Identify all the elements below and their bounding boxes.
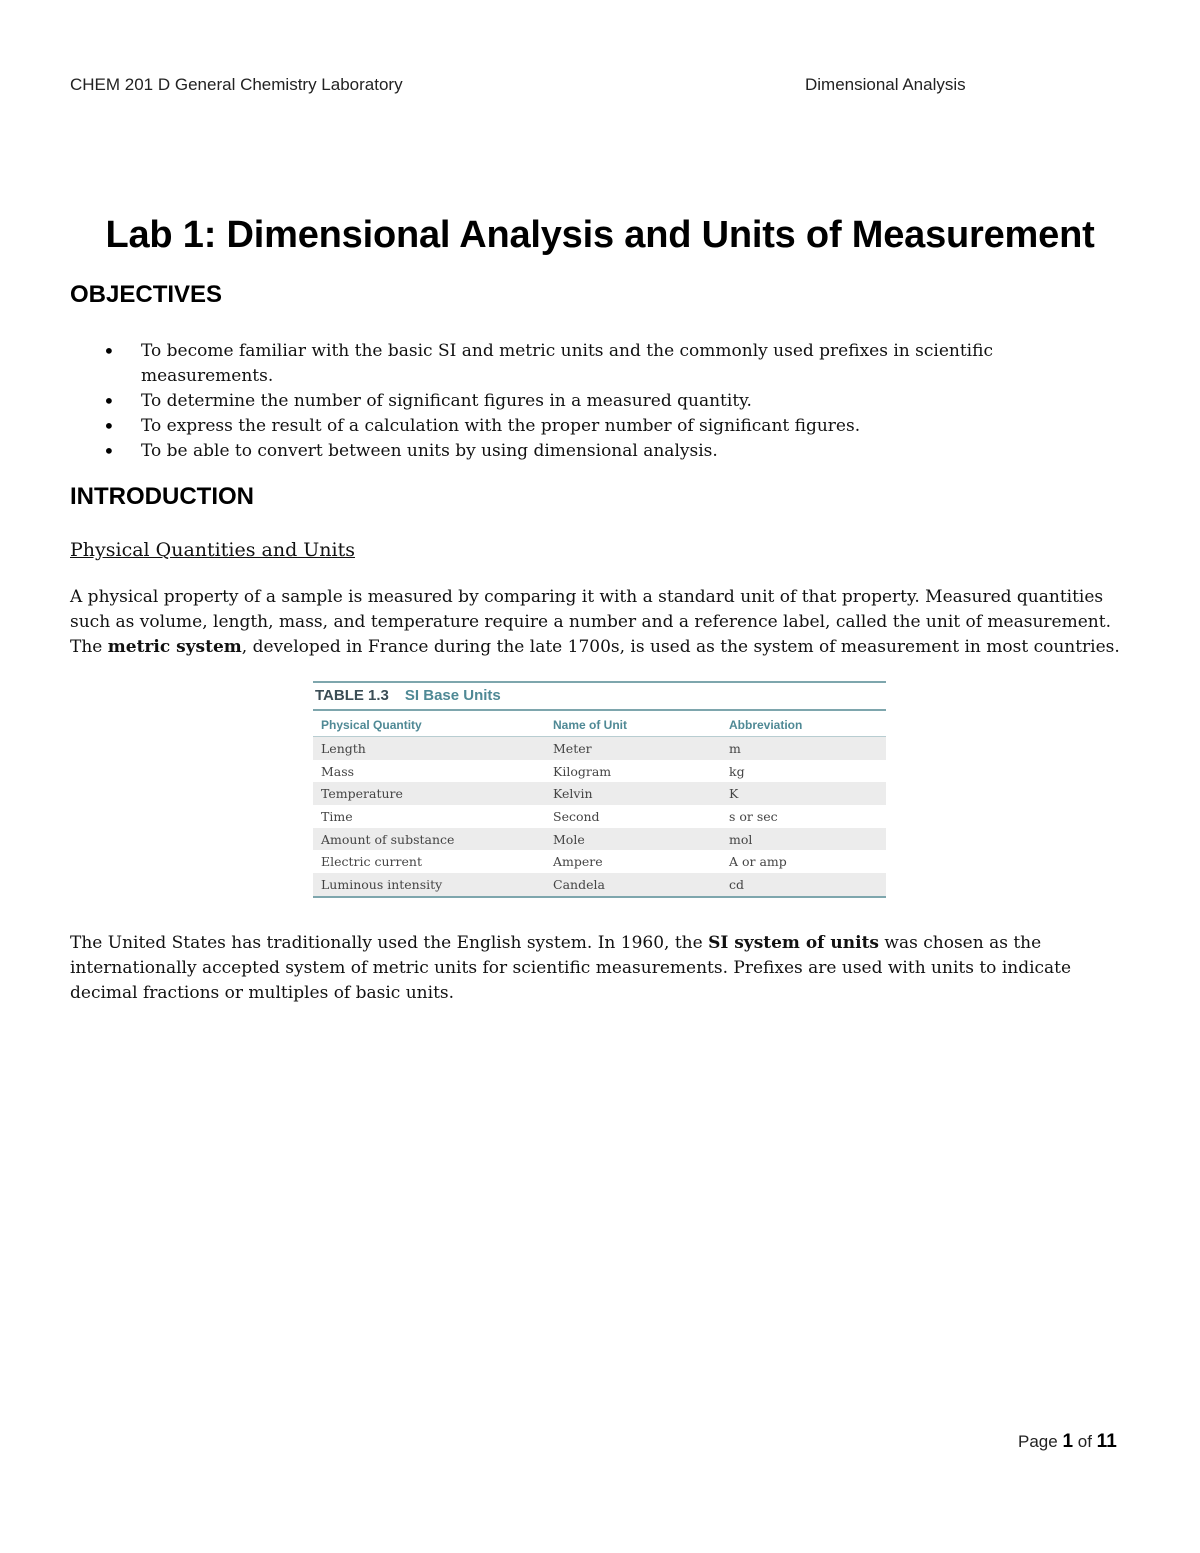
table-row — [313, 737, 886, 760]
objective-item: • To express the result of a calculation with the proper number of significant figures. — [70, 414, 1030, 439]
table-row — [313, 760, 886, 783]
bold-term-metric-system: metric system — [107, 637, 242, 657]
document-title: Lab 1: Dimensional Analysis and Units of Measurement — [105, 214, 1095, 256]
bold-term-si-system: SI system of units — [708, 933, 880, 953]
table-caption — [313, 683, 886, 709]
table-caption-rule — [313, 709, 886, 711]
table-cell: cd — [721, 873, 886, 896]
table-cell: Kilogram — [553, 763, 612, 779]
column-header: Name of Unit — [545, 714, 721, 737]
table-row — [313, 873, 886, 896]
table-cell: Electric current — [321, 854, 422, 870]
running-header-course: CHEM 201 D General Chemistry Laboratory — [70, 75, 403, 94]
table-cell: Length — [313, 737, 545, 760]
table-cell: K — [721, 782, 886, 805]
table-cell: kg — [729, 763, 745, 779]
table-cell: A or amp — [729, 854, 787, 870]
table-row — [313, 782, 886, 805]
table-cell: Meter — [545, 737, 721, 760]
introduction-heading: INTRODUCTION — [70, 483, 254, 510]
objective-item: • To become familiar with the basic SI and metric units and the commonly used prefixes in scientific measurements. — [70, 339, 1030, 389]
para-text: was chosen as the internationally accepted system of metric units for scientific measurements. Prefixes are used with units to indicate decimal fractions or multiples of basic units. — [70, 933, 1072, 1003]
table-cell: Time — [321, 808, 353, 824]
table-row — [313, 850, 886, 873]
table-header-row — [313, 714, 886, 737]
table-cell: m — [721, 737, 886, 760]
table-cell: Candela — [545, 873, 721, 896]
objective-item: • To determine the number of significant figures in a measured quantity. — [70, 389, 1030, 414]
page-number-footer — [1018, 1431, 1117, 1453]
table-cell: mol — [721, 828, 886, 851]
table-row — [313, 828, 886, 851]
table-cell: Luminous intensity — [313, 873, 545, 896]
table-cell: Ampere — [553, 854, 603, 870]
table-cell: Mass — [321, 763, 355, 779]
objectives-heading: OBJECTIVES — [70, 281, 223, 308]
table-cell: Temperature — [313, 782, 545, 805]
page-current: 1 — [1062, 1431, 1074, 1452]
running-header-topic: Dimensional Analysis — [805, 75, 966, 94]
of-label: of — [1077, 1432, 1092, 1451]
table-cell: Second — [553, 808, 600, 824]
table-cell: Mole — [545, 828, 721, 851]
column-header: Abbreviation — [721, 714, 886, 737]
si-base-units-table — [313, 714, 886, 896]
objectives-list — [70, 339, 1030, 464]
page-total: 11 — [1096, 1431, 1117, 1452]
para-text: The United States has traditionally used the English system. In 1960, the — [70, 933, 709, 953]
page-label: Page — [1018, 1432, 1058, 1451]
table-cell: Amount of substance — [313, 828, 545, 851]
objective-item: • To be able to convert between units by using dimensional analysis. — [70, 439, 1030, 464]
para-text: A physical property of a sample is measured by comparing it with a standard unit of that property. Measured quantities such as volume, length, mass, and temperature require a number and a reference label, called the unit of measurement. The — [70, 587, 1111, 657]
table-caption-name: SI Base Units — [404, 687, 501, 704]
table-caption-number: TABLE 1.3 — [315, 687, 389, 704]
section-subheading: Physical Quantities and Units — [70, 539, 355, 561]
intro-paragraph-2 — [70, 931, 1080, 1006]
table-cell: s or sec — [729, 808, 778, 824]
si-base-units-table-figure — [313, 681, 886, 898]
table-row — [313, 805, 886, 828]
table-cell: Kelvin — [545, 782, 721, 805]
intro-paragraph-1 — [70, 585, 1135, 660]
table-bottom-rule — [313, 896, 886, 898]
para-text: , developed in France during the late 1700s, is used as the system of measurement in most countries. — [241, 637, 1120, 657]
column-header: Physical Quantity — [313, 714, 545, 737]
